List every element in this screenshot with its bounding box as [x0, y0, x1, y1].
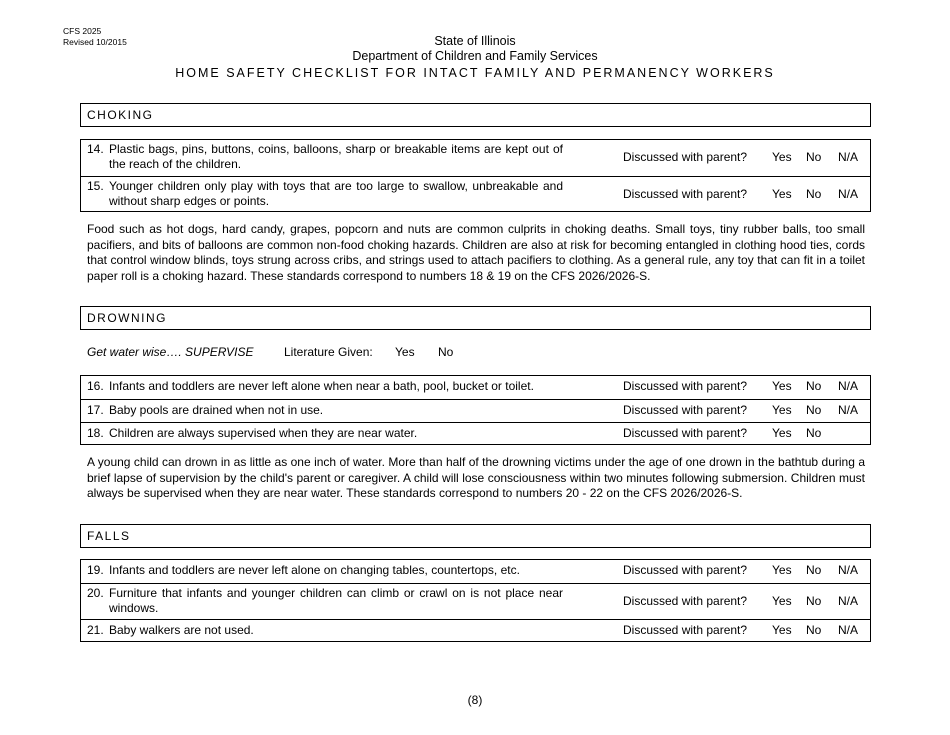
item-text: Infants and toddlers are never left alone on changing tables, countertops, etc. — [109, 563, 520, 577]
checklist-row — [81, 376, 870, 399]
yes-option[interactable]: Yes — [772, 563, 792, 577]
yes-option[interactable]: Yes — [772, 403, 792, 417]
discussed-label: Discussed with parent? — [623, 403, 748, 417]
checklist-row — [81, 399, 870, 422]
choking-paragraph: Food such as hot dogs, hard candy, grapes, popcorn and nuts are common culprits in choking deaths. Small toys, tiny rubber balls, too small pacifiers, and bits of balloons are common non-food choking hazards. Children are also at risk for becoming entangled in clothing hood ties, cords that control window blinds, toys strung across cribs, and strings used to attach pacifiers to clothing. As a general rule, any toy that can fit in a toilet paper roll is a choking hazard. These standards correspond to numbers 18 & 19 on the CFS 2026/2026-S. — [87, 222, 865, 283]
no-option[interactable]: No — [806, 623, 822, 637]
checklist-row — [81, 422, 870, 444]
page-title: HOME SAFETY CHECKLIST FOR INTACT FAMILY AND PERMANENCY WORKERS — [175, 66, 775, 80]
revision-date: Revised 10/2015 — [63, 37, 127, 47]
discussed-label: Discussed with parent? — [623, 426, 748, 440]
item-number: 17. — [87, 403, 104, 417]
yes-option[interactable]: Yes — [772, 623, 792, 637]
discussed-label: Discussed with parent? — [623, 187, 748, 201]
no-option[interactable]: No — [806, 150, 822, 164]
discussed-label: Discussed with parent? — [623, 594, 748, 608]
item-number: 21. — [87, 623, 104, 637]
na-option[interactable]: N/A — [838, 594, 859, 608]
checklist-row — [81, 560, 870, 583]
drowning-slogan: Get water wise…. SUPERVISE — [87, 345, 254, 359]
item-number: 16. — [87, 379, 104, 393]
literature-yes-option[interactable]: Yes — [395, 345, 415, 359]
item-text: Baby pools are drained when not in use. — [109, 403, 324, 417]
na-option[interactable]: N/A — [838, 187, 859, 201]
checklist-row — [81, 619, 870, 641]
page-number: (8) — [467, 693, 483, 707]
item-number: 14. — [87, 142, 104, 156]
item-number: 15. — [87, 179, 104, 193]
item-text: Baby walkers are not used. — [109, 623, 254, 637]
yes-option[interactable]: Yes — [772, 379, 792, 393]
checklist-row — [81, 583, 870, 619]
discussed-label: Discussed with parent? — [623, 379, 748, 393]
na-option[interactable]: N/A — [838, 150, 859, 164]
section-heading-drowning: DROWNING — [80, 306, 871, 330]
yes-option[interactable]: Yes — [772, 187, 792, 201]
item-text: Plastic bags, pins, buttons, coins, balloons, sharp or breakable items are kept out of the reach of the children. — [109, 142, 563, 171]
na-option[interactable]: N/A — [838, 563, 859, 577]
discussed-label: Discussed with parent? — [623, 623, 748, 637]
na-option[interactable]: N/A — [838, 623, 859, 637]
item-text: Infants and toddlers are never left alone when near a bath, pool, bucket or toilet. — [109, 379, 534, 393]
no-option[interactable]: No — [806, 594, 822, 608]
no-option[interactable]: No — [806, 426, 822, 440]
choking-checklist — [80, 139, 871, 212]
na-option[interactable]: N/A — [838, 403, 859, 417]
falls-checklist — [80, 559, 871, 642]
discussed-label: Discussed with parent? — [623, 150, 748, 164]
checklist-row — [81, 140, 870, 176]
no-option[interactable]: No — [806, 187, 822, 201]
form-number: CFS 2025 — [63, 26, 102, 36]
section-heading-choking: CHOKING — [80, 103, 871, 127]
header-department: Department of Children and Family Services — [352, 49, 598, 63]
item-number: 18. — [87, 426, 104, 440]
literature-no-option[interactable]: No — [438, 345, 454, 359]
item-number: 20. — [87, 586, 104, 600]
drowning-checklist — [80, 375, 871, 445]
item-text: Furniture that infants and younger children can climb or crawl on is not place near windows. — [109, 586, 563, 615]
item-text: Younger children only play with toys that are too large to swallow, unbreakable and without sharp edges or points. — [109, 179, 563, 208]
no-option[interactable]: No — [806, 563, 822, 577]
no-option[interactable]: No — [806, 403, 822, 417]
item-number: 19. — [87, 563, 104, 577]
checklist-row — [81, 176, 870, 211]
discussed-label: Discussed with parent? — [623, 563, 748, 577]
header-state: State of Illinois — [434, 34, 516, 48]
item-text: Children are always supervised when they are near water. — [109, 426, 418, 440]
literature-given-label: Literature Given: — [284, 345, 373, 359]
yes-option[interactable]: Yes — [772, 594, 792, 608]
na-option[interactable]: N/A — [838, 379, 859, 393]
yes-option[interactable]: Yes — [772, 426, 792, 440]
drowning-paragraph: A young child can drown in as little as one inch of water. More than half of the drowning victims under the age of one drown in the bathtub during a brief lapse of supervision by the child's parent or caregiver. A child will lose consciousness within two minutes following submersion. Children must always be supervised when they are near water. These standards correspond to numbers 20 - 22 on the CFS 2026/2026-S. — [87, 455, 865, 500]
section-heading-falls: FALLS — [80, 524, 871, 548]
yes-option[interactable]: Yes — [772, 150, 792, 164]
no-option[interactable]: No — [806, 379, 822, 393]
